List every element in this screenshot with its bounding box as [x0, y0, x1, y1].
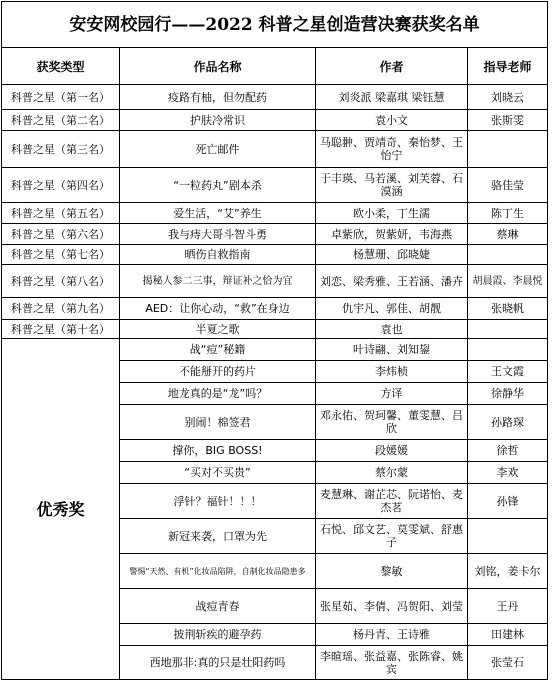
work-cell: 地龙真的是“龙”吗？	[120, 383, 316, 405]
work-cell: 爱生活，“艾”养生	[120, 203, 316, 224]
work-cell: “一粒药丸”剧本杀	[120, 168, 316, 203]
teacher-cell	[468, 245, 548, 265]
table-row	[2, 110, 548, 131]
author-cell: 马聪翀、贾靖奇、秦怡梦、王怡宁	[316, 131, 468, 168]
teacher-cell: 王文霞	[468, 361, 548, 383]
teacher-cell	[468, 339, 548, 361]
award-cell: 科普之星（第一名）	[2, 85, 120, 110]
table-row	[2, 224, 548, 245]
author-cell: 李炜桢	[316, 361, 468, 383]
author-cell: 石悦、邱文艺、莫雯斌、舒惠子	[316, 519, 468, 554]
teacher-cell: 徐哲	[468, 440, 548, 462]
teacher-cell: 刘晓云	[468, 85, 548, 110]
table-row	[2, 131, 548, 168]
author-cell: 刘恋、梁秀雅、王若涵、潘卉	[316, 265, 468, 298]
excellent-award-label: 优秀奖	[2, 339, 120, 680]
work-cell: 披荆斩疾的避孕药	[120, 624, 316, 646]
teacher-cell: 田建林	[468, 624, 548, 646]
work-cell: “买对不买贵”	[120, 462, 316, 484]
author-cell: 麦慧琳、谢芷芯、阮诺怡、麦杰茗	[316, 484, 468, 519]
work-cell: 死亡邮件	[120, 131, 316, 168]
work-cell: 护肤冷常识	[120, 110, 316, 131]
table-row	[2, 339, 548, 361]
work-cell: 别闹！棉签君	[120, 405, 316, 440]
table-row	[2, 85, 548, 110]
work-cell: 战“痘”秘籍	[120, 339, 316, 361]
header-author: 作者	[316, 48, 468, 85]
author-cell: 仇宇凡、郭佳、胡靓	[316, 298, 468, 320]
teacher-cell: 陈丁生	[468, 203, 548, 224]
work-cell: 新冠来袭，口罩为先	[120, 519, 316, 554]
teacher-cell: 王丹	[468, 589, 548, 624]
author-cell: 李暄瑶、张益嘉、张陈睿、姚宾	[316, 646, 468, 680]
award-cell: 科普之星（第六名）	[2, 224, 120, 245]
teacher-cell	[468, 519, 548, 554]
award-cell: 科普之星（第三名）	[2, 131, 120, 168]
author-cell: 杨慧珊、邱晓婕	[316, 245, 468, 265]
table-row	[2, 245, 548, 265]
award-cell: 科普之星（第二名）	[2, 110, 120, 131]
header-award: 获奖类型	[2, 48, 120, 85]
author-cell: 段媛媛	[316, 440, 468, 462]
work-cell: 疫路有柚，但勿配药	[120, 85, 316, 110]
teacher-cell: 张莹石	[468, 646, 548, 680]
award-cell: 科普之星（第四名）	[2, 168, 120, 203]
teacher-cell: 蔡琳	[468, 224, 548, 245]
work-cell: 西地那非:真的只是壮阳药吗	[120, 646, 316, 680]
table-row	[2, 320, 548, 339]
author-cell: 刘炎派 梁嘉琪 梁钰慧	[316, 85, 468, 110]
teacher-cell: 张晓帆	[468, 298, 548, 320]
teacher-cell	[468, 320, 548, 339]
work-cell: 晒伤自救指南	[120, 245, 316, 265]
award-cell: 科普之星（第九名）	[2, 298, 120, 320]
teacher-cell: 徐静华	[468, 383, 548, 405]
author-cell: 方译	[316, 383, 468, 405]
teacher-cell: 骆佳莹	[468, 168, 548, 203]
work-cell: 浮针？福针！！！	[120, 484, 316, 519]
author-cell: 袁小文	[316, 110, 468, 131]
header-teacher: 指导老师	[468, 48, 548, 85]
author-cell: 叶诗翮、刘知鋆	[316, 339, 468, 361]
award-cell: 科普之星（第五名）	[2, 203, 120, 224]
teacher-cell: 胡晨霞、李晨悦	[468, 265, 548, 298]
work-cell: 战痘青春	[120, 589, 316, 624]
teacher-cell: 刘铭，姜卡尔	[468, 554, 548, 589]
teacher-cell: 孙锋	[468, 484, 548, 519]
teacher-cell: 孙路琛	[468, 405, 548, 440]
author-cell: 欧小柔，丁生濡	[316, 203, 468, 224]
work-cell: 揭秘人参二三事，辩证补之恰为宜	[120, 265, 316, 298]
work-cell: AED：让你心动，“救”在身边	[120, 298, 316, 320]
work-cell: 不能掰开的药片	[120, 361, 316, 383]
author-cell: 于丰瑛、马若溪、刘芙蓉、石漠涵	[316, 168, 468, 203]
author-cell: 张星茹、李倩、冯贺阳、刘莹	[316, 589, 468, 624]
award-table	[1, 1, 548, 680]
author-cell: 杨丹青、王诗雅	[316, 624, 468, 646]
award-cell: 科普之星（第八名）	[2, 265, 120, 298]
table-row	[2, 298, 548, 320]
table-row	[2, 168, 548, 203]
table-row	[2, 203, 548, 224]
teacher-cell	[468, 131, 548, 168]
work-cell: 撑你，BIG BOSS!	[120, 440, 316, 462]
header-work: 作品名称	[120, 48, 316, 85]
teacher-cell: 张斯雯	[468, 110, 548, 131]
author-cell: 卓紫欣，贺紫妍，韦海燕	[316, 224, 468, 245]
award-cell: 科普之星（第十名）	[2, 320, 120, 339]
work-cell: 半夏之歌	[120, 320, 316, 339]
author-cell: 蔡尔蒙	[316, 462, 468, 484]
teacher-cell: 李欢	[468, 462, 548, 484]
work-cell: 我与痔大哥斗智斗勇	[120, 224, 316, 245]
author-cell: 袁也	[316, 320, 468, 339]
award-cell: 科普之星（第七名）	[2, 245, 120, 265]
table-row	[2, 265, 548, 298]
page-title: 安安网校园行——2022 科普之星创造营决赛获奖名单	[2, 2, 548, 48]
author-cell: 邓永佑、贺珂馨、董雯慧、吕欣	[316, 405, 468, 440]
author-cell: 黎敏	[316, 554, 468, 589]
work-cell: 警惕“天然、有机”化妆品陷阱，自制化妆品隐患多	[120, 554, 316, 589]
